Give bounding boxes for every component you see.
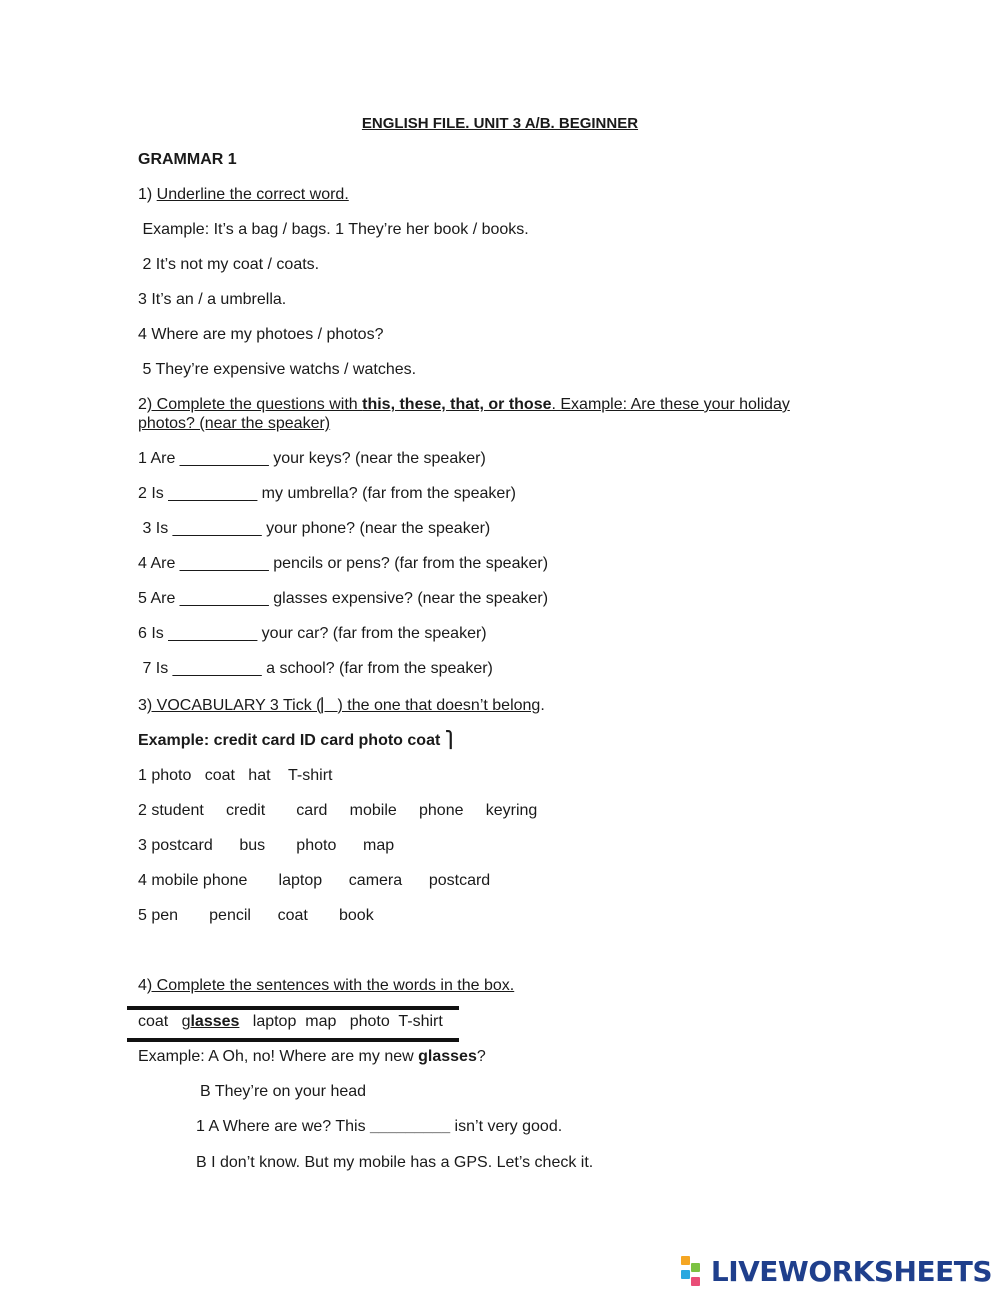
q4-text: ) Complete the sentences with the words in the box. (146, 977, 515, 994)
word-box-top-rule (127, 1006, 459, 1010)
q2-line: 4 Are __________ pencils or pens? (far from the speaker) (138, 555, 549, 572)
q3-prefix: 3 (138, 697, 147, 714)
q2-instruction (138, 395, 790, 415)
q3-text: ) VOCABULARY 3 Tick ( (146, 697, 322, 714)
word-box-text: coat g (138, 1013, 191, 1030)
q1-prefix: 1) (138, 186, 157, 203)
q4-example (138, 1047, 486, 1067)
q3-line: 3 postcard bus photo map (138, 837, 395, 854)
tick-symbol: ⎸ (321, 697, 338, 714)
q2-text: . Example: Are these your holiday (551, 396, 790, 413)
q3-period: . (540, 697, 545, 714)
q1-line: 2 It’s not my coat / coats. (138, 256, 320, 273)
logo-block (681, 1256, 690, 1265)
word-box (138, 1012, 443, 1032)
q1-instruction-text: Underline the correct word. (156, 186, 349, 203)
q3-line: 4 mobile phone laptop camera postcard (138, 872, 491, 889)
q4-item-text: isn’t very good. (450, 1118, 563, 1135)
q2-line: 2 Is __________ my umbrella? (far from the speaker) (138, 485, 516, 502)
word-box-underlined: lasses (190, 1013, 240, 1030)
logo-block (691, 1263, 700, 1272)
q4-item-text: 1 A Where are we? This (196, 1118, 371, 1135)
q3-line: 1 photo coat hat T-shirt (138, 767, 333, 784)
document-title: ENGLISH FILE. UNIT 3 A/B. BEGINNER (361, 115, 639, 132)
q2-line: 7 Is __________ a school? (far from the speaker) (138, 660, 493, 677)
liveworksheets-logo (681, 1254, 992, 1288)
q4-example-answer: glasses (418, 1048, 477, 1065)
q4-example-text: Example: A Oh, no! Where are my new (138, 1048, 419, 1065)
word-box-bottom-rule (127, 1038, 459, 1042)
q4-example-text: ? (476, 1048, 486, 1065)
logo-blocks-icon (681, 1256, 709, 1286)
section-heading: GRAMMAR 1 (138, 151, 237, 168)
q4-example-answer-line: B They’re on your head (200, 1083, 367, 1100)
q4-prefix: 4 (138, 977, 147, 994)
q2-prefix: 2 (138, 396, 147, 413)
q2-line: 5 Are __________ glasses expensive? (near the speaker) (138, 590, 549, 607)
logo-block (681, 1270, 690, 1279)
q3-line: 2 student credit card mobile phone keyring (138, 802, 538, 819)
logo-text: LIVEWORKSHEETS (710, 1254, 992, 1288)
q2-instruction-cont: photos? (near the speaker) (138, 415, 331, 432)
logo-block (691, 1277, 700, 1286)
q1-line: 4 Where are my photoes / photos? (138, 326, 384, 343)
q2-line: 1 Are __________ your keys? (near the speaker) (138, 450, 486, 467)
answer-blank[interactable]: _________ (370, 1118, 451, 1135)
q3-example: Example: credit card ID card photo coat ⎫ (138, 732, 457, 749)
q1-line: 3 It’s an / a umbrella. (138, 291, 287, 308)
q1-line: Example: It’s a bag / bags. 1 They’re her book / books. (138, 221, 529, 238)
q1-instruction (138, 185, 349, 205)
q1-line: 5 They’re expensive watchs / watches. (138, 361, 417, 378)
q2-text: ) Complete the questions with (146, 396, 363, 413)
q4-item-1a (196, 1117, 562, 1137)
q3-instruction (138, 696, 545, 716)
q4-item-1b: B I don’t know. But my mobile has a GPS. Let’s check it. (196, 1154, 594, 1171)
q2-bold-words: this, these, that, or those (362, 396, 552, 413)
q2-line: 3 Is __________ your phone? (near the speaker) (138, 520, 491, 537)
word-box-text: laptop map photo T-shirt (239, 1013, 443, 1030)
q4-instruction (138, 976, 514, 996)
q3-text: ) the one that doesn’t belong (337, 697, 541, 714)
q2-line: 6 Is __________ your car? (far from the speaker) (138, 625, 487, 642)
q3-line: 5 pen pencil coat book (138, 907, 374, 924)
